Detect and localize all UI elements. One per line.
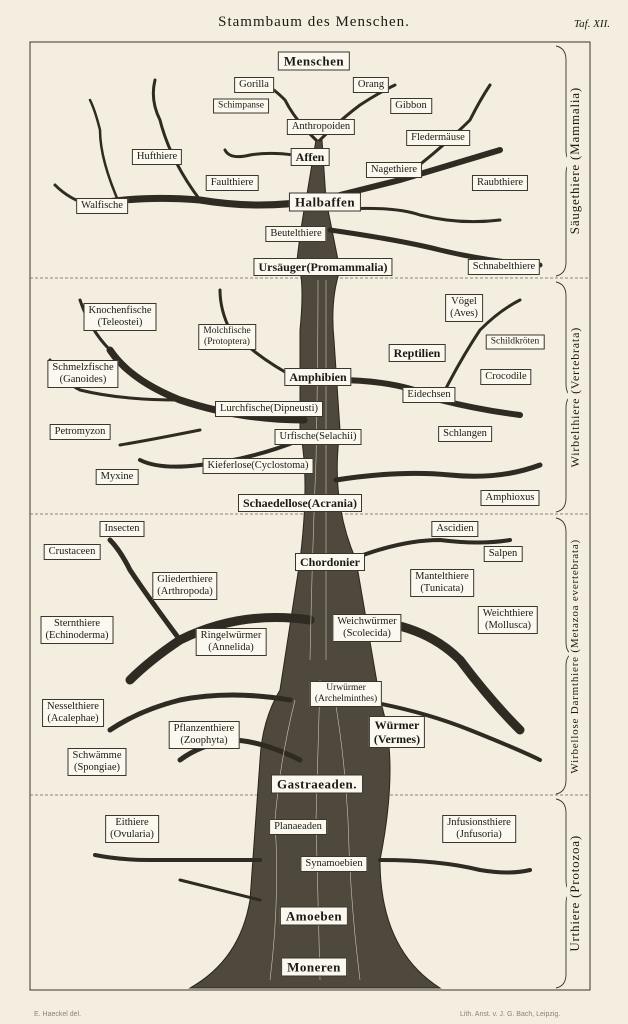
label-schlangen: Schlangen [438,426,492,442]
era-protozoa: Urthiere (Protozoa) [560,799,590,988]
label-infusionsthiere: Jnfusionsthiere (Jnfusoria) [442,815,516,843]
label-salpen: Salpen [484,546,523,562]
label-sternthiere: Sternthiere (Echinoderma) [41,616,114,644]
label-anthropoiden: Anthropoiden [287,119,355,135]
label-orang: Orang [353,77,389,93]
label-beutelthiere: Beutelthiere [265,226,326,242]
label-myxine: Myxine [96,469,139,485]
label-raubthiere: Raubthiere [472,175,528,191]
label-amoeben: Amoeben [280,907,348,926]
label-schaedellose: Schaedellose(Acrania) [238,494,362,512]
credit-lithographer: Lith. Anst. v. J. G. Bach, Leipzig. [460,1011,561,1018]
label-schildkroeten: Schildkröten [486,335,545,350]
label-knochenfische: Knochenfische (Teleostei) [84,303,157,331]
label-hufthiere: Hufthiere [132,149,182,165]
label-gibbon: Gibbon [390,98,432,114]
label-gliederthiere: Gliederthiere (Arthropoda) [152,572,217,600]
label-kieferlose: Kieferlose(Cyclostoma) [203,458,314,474]
label-walfische: Walfische [76,198,128,214]
label-reptilien: Reptilien [389,344,446,362]
label-faulthiere: Faulthiere [206,175,259,191]
label-crustaceen: Crustaceen [44,544,101,560]
label-eidechsen: Eidechsen [402,387,455,403]
label-wuermer: Würmer (Vermes) [369,716,425,748]
era-invertebrata: Wirbellose Darmthiere (Metazoa evertebrata) [560,518,590,794]
label-amphibien: Amphibien [284,368,351,386]
label-gastraeaden: Gastraeaden. [271,775,363,794]
label-schwaemme: Schwämme (Spongiae) [68,748,127,776]
label-gorilla: Gorilla [234,77,274,93]
label-ursaeuger: Ursäuger(Promammalia) [253,258,392,276]
label-schnabelthiere: Schnabelthiere [468,259,540,275]
label-planaeaden: Planaeaden [269,819,327,835]
label-weichthiere: Weichthiere (Mollusca) [478,606,538,634]
label-fledermaeuse: Fledermäuse [406,130,470,146]
label-molchfische: Molchfische (Protoptera) [198,324,256,350]
label-synamoebien: Synamoebien [300,856,367,872]
label-affen: Affen [291,148,330,166]
label-voegel: Vögel (Aves) [445,294,483,322]
label-schmelzfische: Schmelzfische (Ganoides) [47,360,118,388]
era-vertebrata: Wirbelthiere (Vertebrata) [560,282,590,512]
label-ascidien: Ascidien [431,521,478,537]
label-moneren: Moneren [281,958,347,977]
label-mantelthiere: Mantelthiere (Tunicata) [410,569,474,597]
label-halbaffen: Halbaffen [289,193,361,212]
label-pflanzenthiere: Pflanzenthiere (Zoophyta) [169,721,240,749]
label-crocodile: Crocodile [480,369,531,385]
plate-number: Taf. XII. [574,18,610,30]
label-chordonier: Chordonier [295,553,365,571]
label-urwuermer: Urwürmer (Archelminthes) [310,681,382,707]
label-schimpanse: Schimpanse [213,99,269,114]
label-menschen: Menschen [278,52,350,71]
label-eithiere: Eithiere (Ovularia) [105,815,159,843]
label-nagethiere: Nagethiere [366,162,422,178]
label-insecten: Insecten [100,521,145,537]
credit-artist: E. Haeckel del. [34,1011,82,1018]
label-ringelwuermer: Ringelwürmer (Annelida) [196,628,267,656]
plate-title: Stammbaum des Menschen. [218,14,410,30]
label-amphioxus: Amphioxus [480,490,539,506]
label-nesselthiere: Nesselthiere (Acalephae) [42,699,104,727]
label-urfische: Urfische(Selachii) [275,429,362,445]
label-petromyzon: Petromyzon [50,424,111,440]
label-weichwuermer: Weichwürmer (Scolecida) [332,614,401,642]
era-mammalia: Säugethiere (Mammalia) [560,46,590,276]
label-lurchfische: Lurchfische(Dipneusti) [215,401,323,417]
